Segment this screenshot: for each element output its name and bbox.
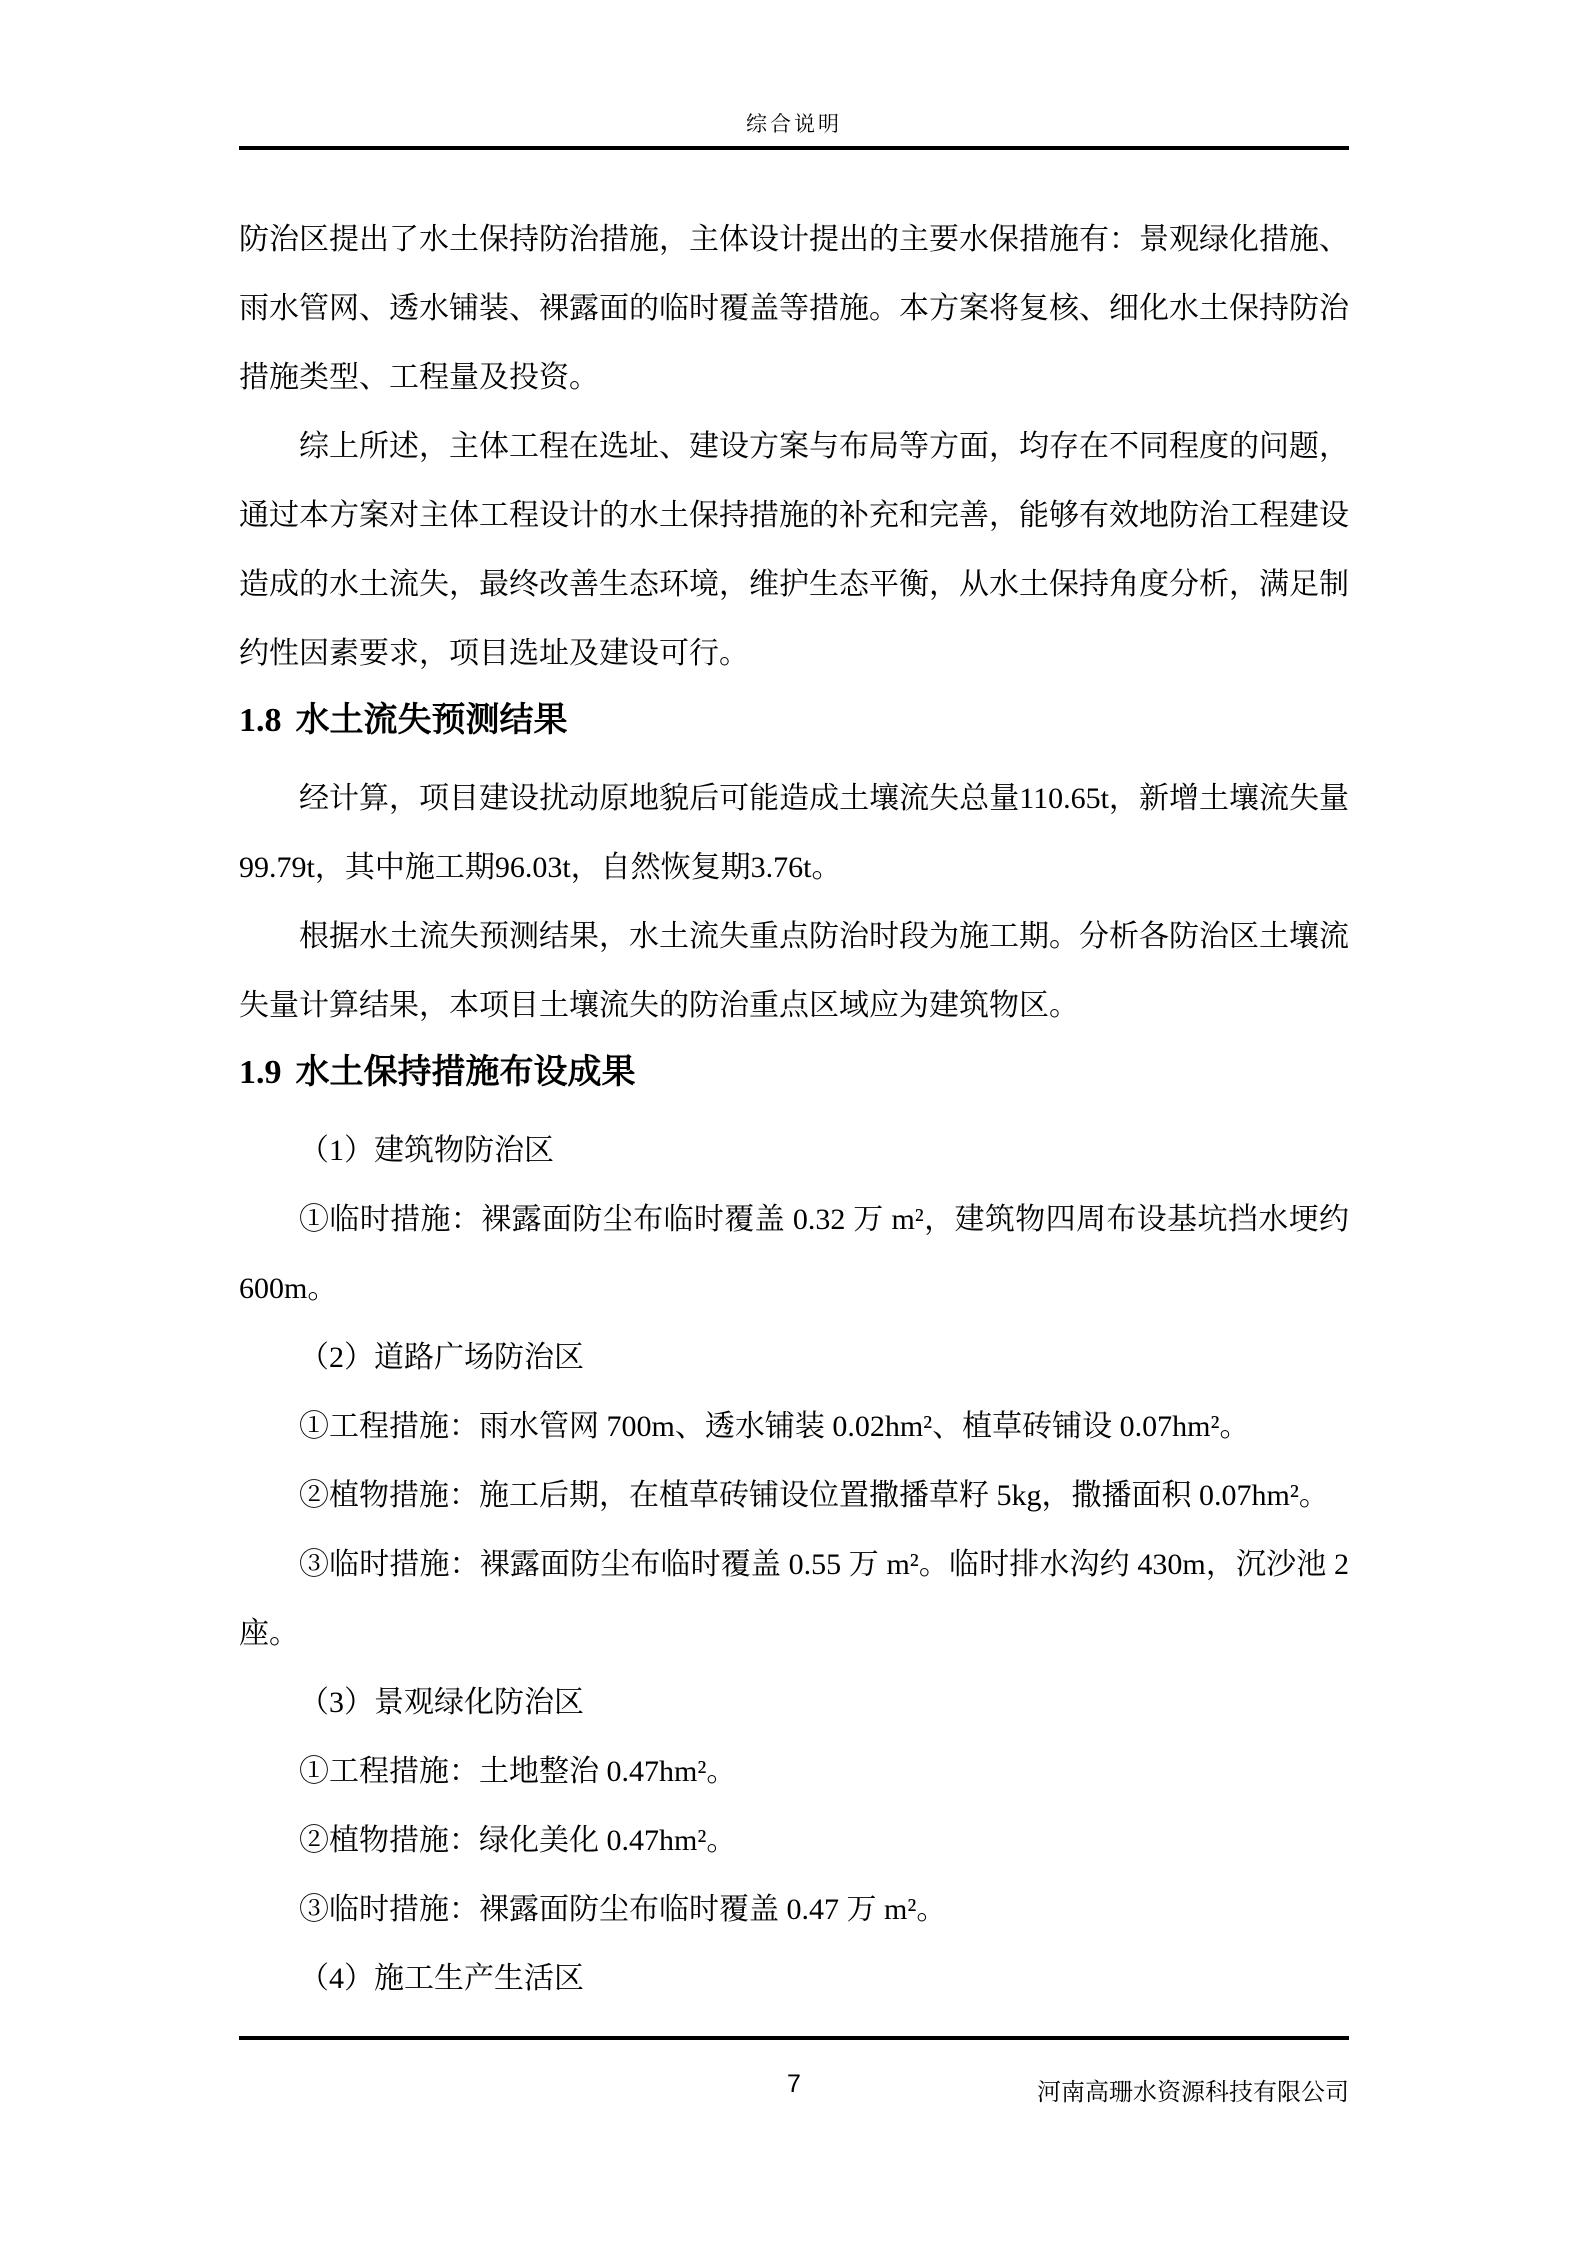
list-item-measure: ①临时措施：裸露面防尘布临时覆盖 0.32 万 m²，建筑物四周布设基坑挡水埂约 600m。 — [239, 1203, 1349, 1305]
paragraph: 根据水土流失预测结果，水土流失重点防治时段为施工期。分析各防治区土壤流失量计算结果，本项目土壤流失的防治重点区域应为建筑物区。 — [239, 920, 1349, 1022]
list-item-measure: ①工程措施：土地整治 0.47hm²。 — [299, 1755, 737, 1788]
section-title: 水土保持措施布设成果 — [295, 1054, 636, 1091]
section-number: 1.8 — [239, 702, 282, 739]
page-number: 7 — [787, 2070, 801, 2098]
company-name: 河南高珊水资源科技有限公司 — [1037, 2080, 1349, 2106]
section-heading-1-8 — [239, 696, 1349, 746]
paragraph: 经计算，项目建设扰动原地貌后可能造成土壤流失总量110.65t，新增土壤流失量99.79t，其中施工期96.03t，自然恢复期3.76t。 — [239, 782, 1349, 884]
list-item-measure: ②植物措施：施工后期，在植草砖铺设位置撒播草籽 5kg，撒播面积 0.07hm²。 — [299, 1479, 1329, 1512]
list-item-zone-3: （3）景观绿化防治区 — [299, 1686, 584, 1719]
paragraph-continued: 防治区提出了水土保持防治措施，主体设计提出的主要水保措施有：景观绿化措施、雨水管网、透水铺装、裸露面的临时覆盖等措施。本方案将复核、细化水土保持防治措施类型、工程量及投资。 — [239, 223, 1349, 394]
list-item-measure: ③临时措施：裸露面防尘布临时覆盖 0.47 万 m²。 — [299, 1893, 947, 1926]
section-title: 水土流失预测结果 — [295, 702, 568, 739]
section-number: 1.9 — [239, 1054, 282, 1091]
list-item-measure: ②植物措施：绿化美化 0.47hm²。 — [299, 1824, 737, 1857]
section-heading-1-9 — [239, 1048, 1349, 1098]
footer-rule — [239, 2036, 1349, 2040]
header-rule — [239, 146, 1349, 150]
paragraph: 综上所述，主体工程在选址、建设方案与布局等方面，均存在不同程度的问题，通过本方案对主体工程设计的水土保持措施的补充和完善，能够有效地防治工程建设造成的水土流失，最终改善生态环境，维护生态平衡，从水土保持角度分析，满足制约性因素要求，项目选址及建设可行。 — [239, 430, 1349, 670]
header-title: 综合说明 — [746, 112, 842, 136]
list-item-zone-4: （4）施工生产生活区 — [299, 1962, 584, 1995]
document-body — [239, 205, 1349, 2013]
list-item-zone-1: （1）建筑物防治区 — [299, 1134, 554, 1167]
list-item-zone-2: （2）道路广场防治区 — [299, 1341, 584, 1374]
list-item-measure: ①工程措施：雨水管网 700m、透水铺装 0.02hm²、植草砖铺设 0.07hm²。 — [299, 1410, 1250, 1443]
list-item-measure: ③临时措施：裸露面防尘布临时覆盖 0.55 万 m²。临时排水沟约 430m，沉沙池 2 座。 — [239, 1548, 1349, 1650]
